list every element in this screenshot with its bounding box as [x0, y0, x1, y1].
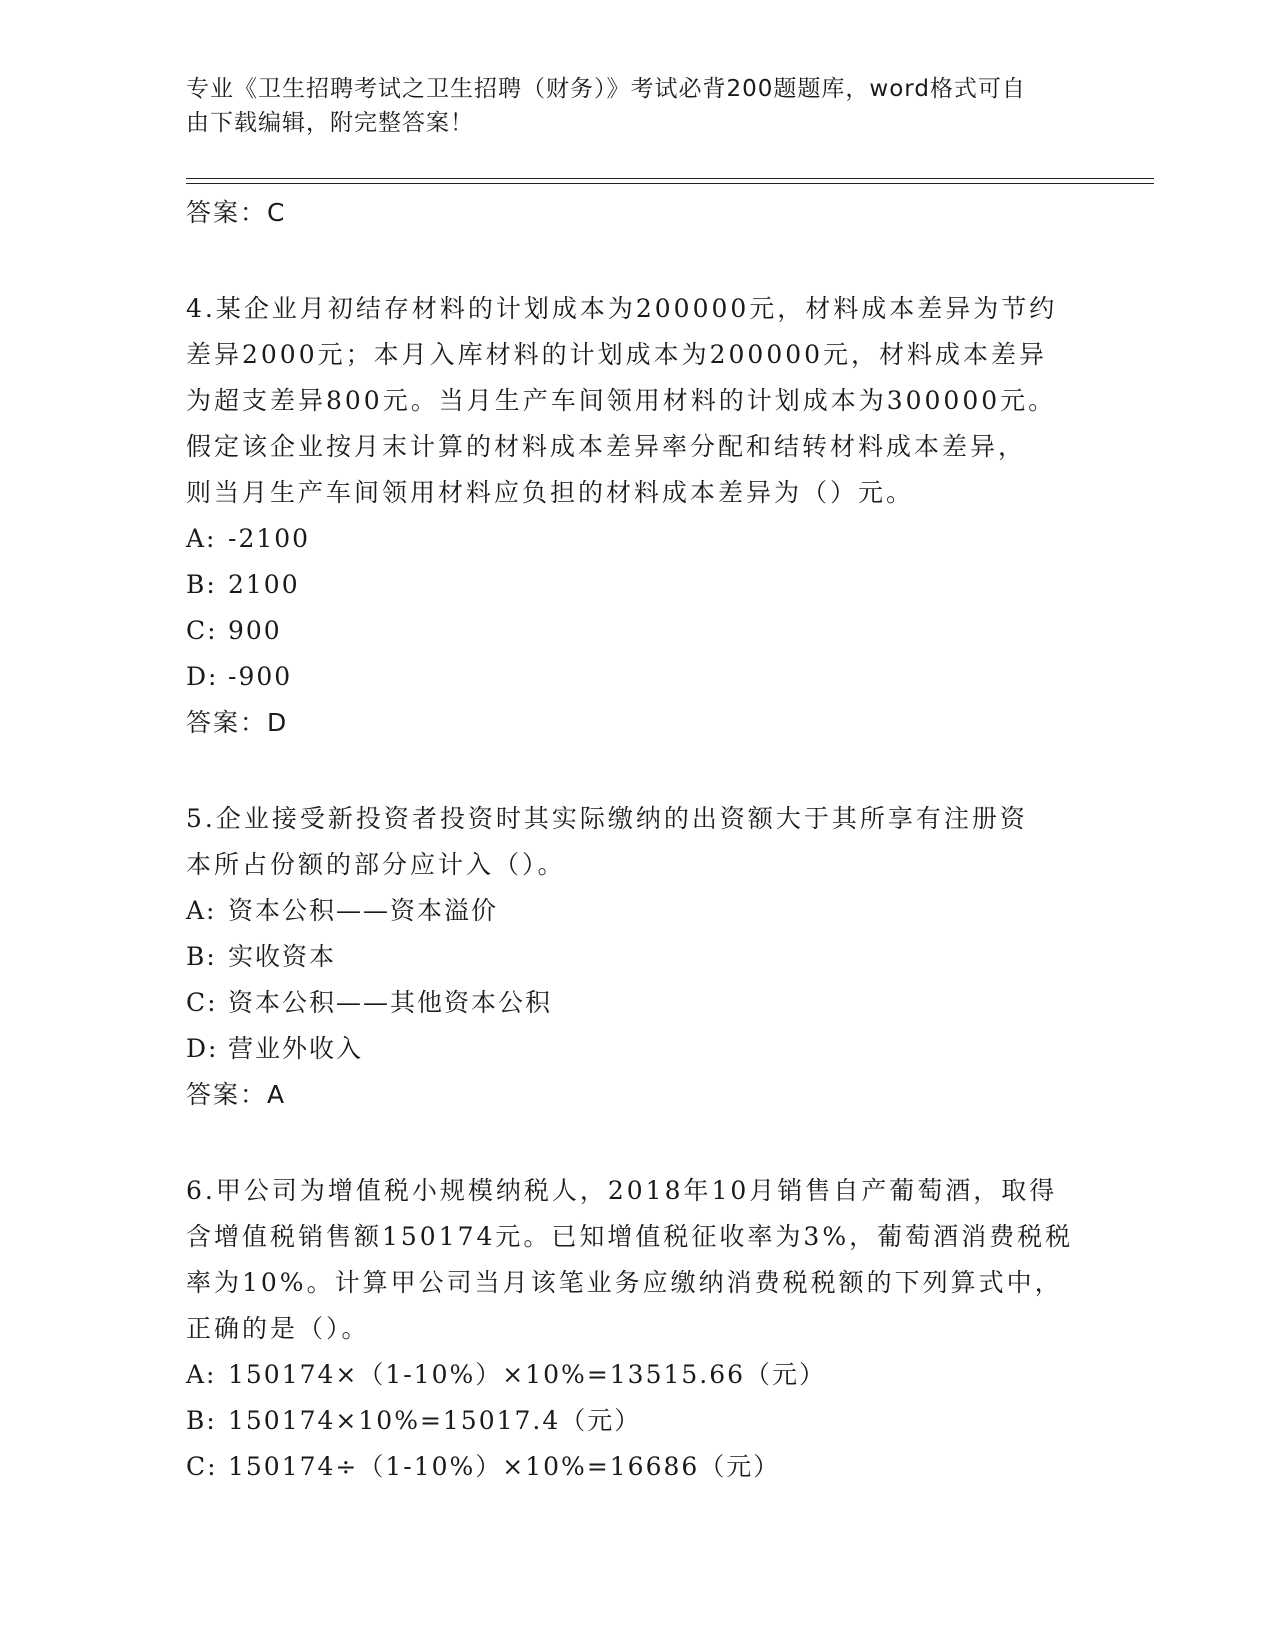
option-letter: D:: [186, 1034, 219, 1063]
header-line-1: 专业《卫生招聘考试之卫生招聘（财务）》考试必背200题题库，word格式可自: [186, 76, 1026, 102]
stem-line: 率为10%。计算甲公司当月该笔业务应缴纳消费税税额的下列算式中，: [186, 1268, 1063, 1297]
option-b: [186, 934, 1086, 980]
option-c: [186, 608, 1086, 654]
option-letter: B:: [186, 942, 217, 971]
option-letter: B:: [186, 1406, 217, 1435]
option-text: 资本公积——资本溢价: [228, 896, 499, 925]
answer-line: 答案：A: [186, 1080, 287, 1109]
stem-line: 含增值税销售额150174元。已知增值税征收率为3%，葡萄酒消费税税: [186, 1222, 1074, 1251]
option-b: [186, 1398, 1086, 1444]
option-d: [186, 1026, 1086, 1072]
option-letter: C:: [186, 1452, 218, 1481]
question-block: [186, 286, 1086, 746]
option-letter: C:: [186, 616, 218, 645]
option-d: [186, 654, 1086, 700]
document-body: [186, 190, 1086, 1490]
header-divider-top: [186, 178, 1154, 179]
option-letter: A:: [186, 896, 217, 925]
question-stem: [186, 286, 1086, 516]
option-letter: C:: [186, 988, 218, 1017]
question-block: [186, 796, 1086, 1118]
stem-line: 则当月生产车间领用材料应负担的材料成本差异为（）元。: [186, 478, 915, 507]
stem-line: 本所占份额的部分应计入（）。: [186, 850, 566, 879]
option-text: 资本公积——其他资本公积: [228, 988, 553, 1017]
option-text: 900: [228, 616, 282, 645]
option-c: [186, 980, 1086, 1026]
stem-line: 正确的是（）。: [186, 1314, 370, 1343]
option-b: [186, 562, 1086, 608]
stem-line: 为超支差异800元。当月生产车间领用材料的计划成本为300000元。: [186, 386, 1057, 415]
option-text: 150174×（1-10%）×10%=13515.66（元）: [228, 1360, 827, 1389]
question-stem: [186, 796, 1086, 888]
option-letter: A:: [186, 524, 217, 553]
option-text: -2100: [228, 524, 311, 553]
option-a: [186, 1352, 1086, 1398]
stem-line: 5.企业接受新投资者投资时其实际缴纳的出资额大于其所享有注册资: [186, 804, 1028, 833]
answer-line: 答案：C: [186, 198, 287, 227]
option-letter: A:: [186, 1360, 217, 1389]
option-text: 营业外收入: [228, 1034, 364, 1063]
answer-line: 答案：D: [186, 708, 289, 737]
question-block: [186, 1168, 1086, 1490]
option-letter: D:: [186, 662, 219, 691]
stem-line: 假定该企业按月末计算的材料成本差异率分配和结转材料成本差异，: [186, 432, 1027, 461]
header-line-2: 由下载编辑，附完整答案！: [186, 110, 474, 136]
stem-line: 4.某企业月初结存材料的计划成本为200000元，材料成本差异为节约: [186, 294, 1058, 323]
option-c: [186, 1444, 1086, 1490]
option-a: [186, 516, 1086, 562]
option-letter: B:: [186, 570, 217, 599]
option-text: 150174÷（1-10%）×10%=16686（元）: [228, 1452, 781, 1481]
option-text: 2100: [228, 570, 300, 599]
option-text: 150174×10%=15017.4（元）: [228, 1406, 642, 1435]
option-text: -900: [228, 662, 293, 691]
option-a: [186, 888, 1086, 934]
option-text: 实收资本: [228, 942, 337, 971]
question-stem: [186, 1168, 1086, 1352]
stem-line: 6.甲公司为增值税小规模纳税人，2018年10月销售自产葡萄酒，取得: [186, 1176, 1058, 1205]
stem-line: 差异2000元；本月入库材料的计划成本为200000元，材料成本差异: [186, 340, 1048, 369]
document-header: [186, 72, 1066, 140]
header-divider-bottom: [186, 183, 1154, 184]
